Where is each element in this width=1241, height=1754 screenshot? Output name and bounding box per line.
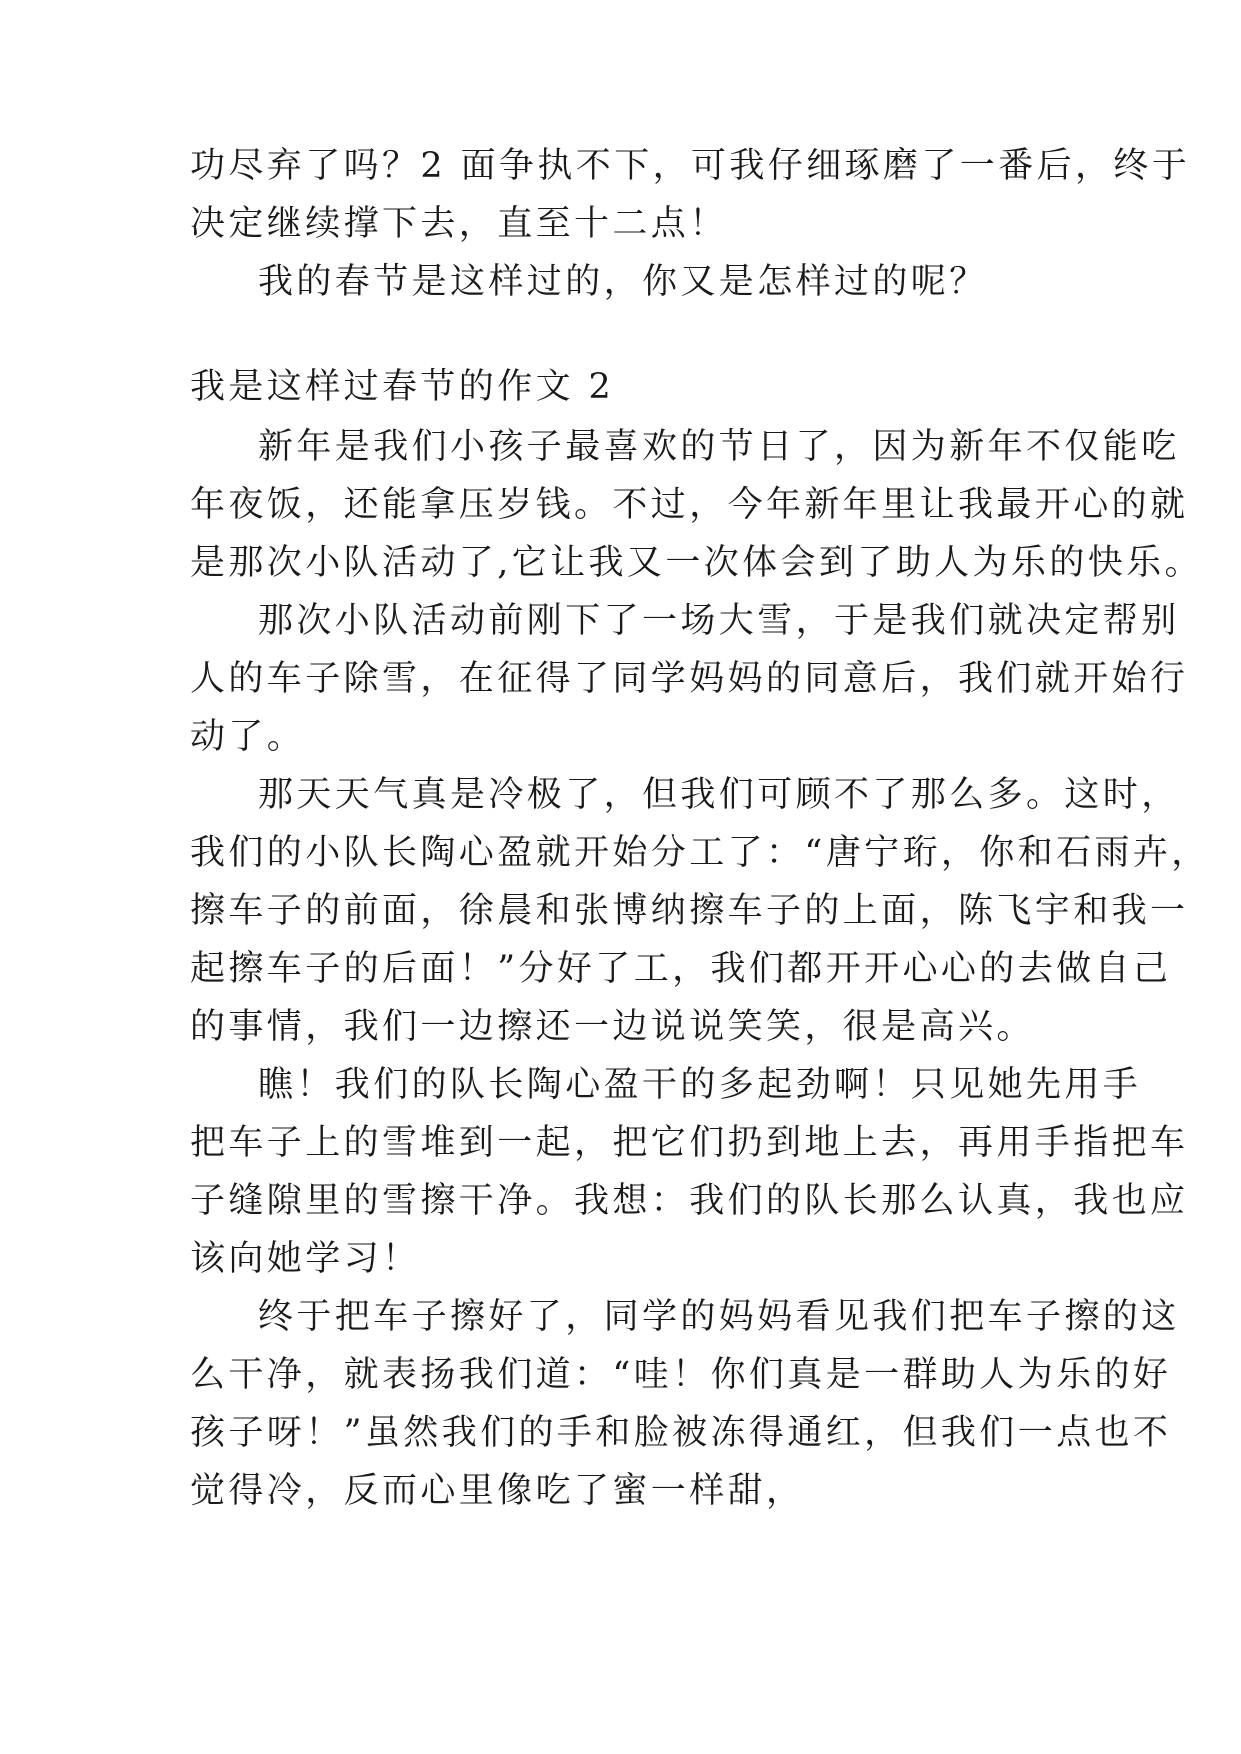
paragraph-line: 么干净，就表扬我们道：“哇！你们真是一群助人为乐的好 (190, 1355, 1172, 1395)
paragraph-line: 我们的小队长陶心盈就开始分工了：“唐宁珩，你和石雨卉， (190, 833, 1210, 873)
paragraph-line: 瞧！我们的队长陶心盈干的多起劲啊！只见她先用手 (258, 1065, 1142, 1105)
paragraph-line: 起擦车子的后面！”分好了工，我们都开开心心的去做自己 (190, 949, 1172, 989)
paragraph-line: 觉得冷，反而心里像吃了蜜一样甜， (190, 1471, 805, 1511)
paragraph-line: 子缝隙里的雪擦干净。我想：我们的队长那么认真，我也应 (190, 1181, 1189, 1221)
paragraph-line: 终于把车子擦好了，同学的妈妈看见我们把车子擦的这 (258, 1297, 1180, 1337)
paragraph-line: 是那次小队活动了,它让我又一次体会到了助人为乐的快乐。 (190, 543, 1203, 583)
paragraph-line: 人的车子除雪，在征得了同学妈妈的同意后，我们就开始行 (190, 659, 1189, 699)
paragraph-line: 的事情，我们一边擦还一边说说笑笑，很是高兴。 (190, 1007, 1035, 1047)
paragraph-line: 我的春节是这样过的，你又是怎样过的呢？ (258, 262, 988, 302)
paragraph-line: 年夜饭，还能拿压岁钱。不过，今年新年里让我最开心的就 (190, 485, 1189, 525)
paragraph-line: 擦车子的前面，徐晨和张博纳擦车子的上面，陈飞宇和我一 (190, 891, 1189, 931)
paragraph-line: 新年是我们小孩子最喜欢的节日了，因为新年不仅能吃 (258, 427, 1180, 467)
paragraph-line: 把车子上的雪堆到一起，把它们扔到地上去，再用手指把车 (190, 1123, 1189, 1163)
paragraph-line: 那天天气真是冷极了，但我们可顾不了那么多。这时， (258, 775, 1180, 815)
paragraph-line: 决定继续撑下去，直至十二点！ (190, 204, 728, 244)
paragraph-line: 该向她学习！ (190, 1239, 421, 1279)
section-heading: 我是这样过春节的作文 2 (190, 367, 615, 407)
paragraph-line: 孩子呀！”虽然我们的手和脸被冻得通红，但我们一点也不 (190, 1413, 1172, 1453)
paragraph-line: 动了。 (190, 717, 306, 757)
paragraph-line: 功尽弃了吗？2 面争执不下，可我仔细琢磨了一番后，终于 (190, 146, 1191, 186)
paragraph-line: 那次小队活动前刚下了一场大雪，于是我们就决定帮别 (258, 601, 1180, 641)
